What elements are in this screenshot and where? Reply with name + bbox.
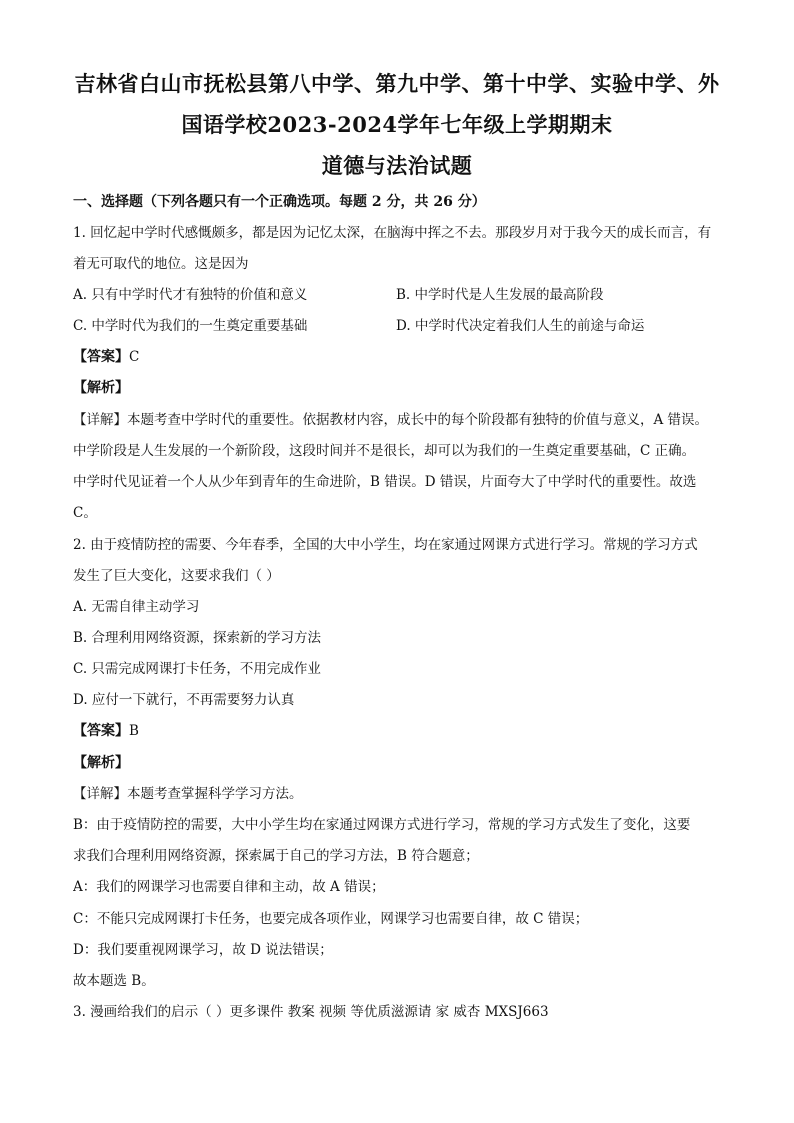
q2-detail-line-6: D：我们要重视网课学习，故 D 说法错误；: [73, 942, 333, 958]
q2-option-b: B. 合理利用网络资源，探索新的学习方法: [73, 630, 322, 646]
q1-option-b: B. 中学时代是人生发展的最高阶段: [396, 287, 604, 303]
q2-detail-line-2: B：由于疫情防控的需要，大中小学生均在家通过网课方式进行学习，常规的学习方式发生了变化，这要: [73, 817, 691, 833]
q2-detail-line-4: A：我们的网课学习也需要自律和主动，故 A 错误；: [73, 879, 385, 895]
q1-detail-line-4: C。: [73, 505, 97, 521]
q2-detail-line-7: 故本题选 B。: [73, 973, 155, 989]
q2-option-d: D. 应付一下就行，不再需要努力认真: [73, 692, 295, 708]
q2-stem-line-2: 发生了巨大变化，这要求我们（ ）: [73, 568, 280, 584]
q1-detail-line-1: 【详解】本题考查中学时代的重要性。依据教材内容，成长中的每个阶段都有独特的价值与意义，A 错误。: [73, 412, 709, 428]
q2-detail-line-3: 求我们合理利用网络资源，探索属于自己的学习方法，B 符合题意；: [73, 848, 479, 864]
q1-analysis-label: 【解析】: [73, 380, 129, 396]
q1-detail-line-3: 中学时代见证着一个人从少年到青年的生命进阶，B 错误。D 错误，片面夸大了中学时代的重要性。故选: [73, 474, 697, 490]
q2-answer-label: 【答案】: [73, 723, 129, 739]
q2-detail-line-1: 【详解】本题考查掌握科学学习方法。: [73, 786, 303, 802]
q2-option-c: C. 只需完成网课打卡任务，不用完成作业: [73, 661, 321, 677]
q2-detail-line-5: C：不能只完成网课打卡任务，也要完成各项作业，网课学习也需要自律，故 C 错误；: [73, 911, 589, 927]
q3-stem: 3. 漫画给我们的启示（ ）更多课件 教案 视频 等优质滋源请 家 威杏 MXSJ663: [73, 1004, 549, 1020]
doc-title-line-2: 国语学校2023-2024学年七年级上学期期末: [181, 112, 613, 137]
q1-answer: [73, 347, 733, 367]
q2-option-a: A. 无需自律主动学习: [73, 599, 200, 615]
q1-answer-label: 【答案】: [73, 349, 129, 365]
q2-answer: [73, 721, 733, 741]
q1-stem-line-2: 着无可取代的地位。这是因为: [73, 256, 249, 272]
doc-title-line-3: 道德与法治试题: [321, 153, 473, 178]
q1-option-a: A. 只有中学时代才有独特的价值和意义: [73, 287, 308, 303]
section-heading: 一、选择题（下列各题只有一个正确选项。每题 2 分，共 26 分）: [73, 194, 486, 210]
doc-title-line-1: 吉林省白山市抚松县第八中学、第九中学、第十中学、实验中学、外: [74, 71, 720, 96]
q2-answer-value: B: [129, 723, 139, 739]
q1-answer-value: C: [129, 349, 140, 365]
q2-analysis-label: 【解析】: [73, 755, 129, 771]
q1-detail-line-2: 中学阶段是人生发展的一个新阶段，这段时间并不是很长，却可以为我们的一生奠定重要基础，C 正确。: [73, 443, 696, 459]
q1-stem-line-1: 1. 回忆起中学时代感慨颇多，都是因为记忆太深，在脑海中挥之不去。那段岁月对于我今天的成长而言，有: [73, 225, 712, 241]
q1-option-d: D. 中学时代决定着我们人生的前途与命运: [396, 318, 645, 334]
q1-option-c: C. 中学时代为我们的一生奠定重要基础: [73, 318, 308, 334]
q2-stem-line-1: 2. 由于疫情防控的需要、今年春季，全国的大中小学生，均在家通过网课方式进行学习。常规的学习方式: [73, 537, 698, 553]
